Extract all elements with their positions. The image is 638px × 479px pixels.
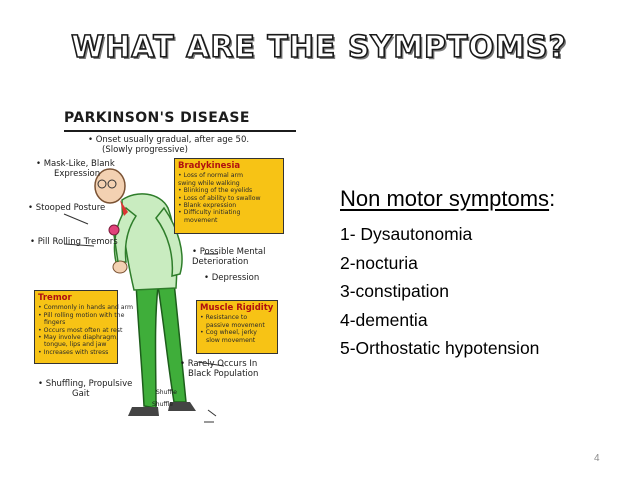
onset-label: • Onset usually gradual, after age 50. (Slowly progressive) — [88, 135, 250, 155]
rarely-occurs-label: • Rarely Occurs In Black Population — [180, 359, 259, 379]
slide-title: WHAT ARE THE SYMPTOMS? — [71, 30, 567, 65]
hand — [113, 261, 127, 273]
shuffle-label-2: Shuffle — [152, 401, 173, 408]
figure-title: PARKINSON'S DISEASE — [64, 110, 250, 126]
list-item: 2-nocturia — [340, 252, 418, 273]
depression-label: • Depression — [204, 273, 260, 283]
stooped-posture-label: • Stooped Posture — [28, 203, 106, 213]
non-motor-heading: Non motor symptoms: — [340, 186, 556, 211]
parkinsons-illustration — [28, 104, 306, 426]
list-item: 4-dementia — [340, 309, 428, 330]
tremor-box: Tremor • Commonly in hands and arm • Pill rolling motion with the fingers • Occurs most often at rest • May involve diaphragm, tongue, lips and jaw • Increases with stress — [34, 290, 118, 364]
mental-deterioration-label: • Possible Mental Deterioration — [192, 247, 266, 267]
left-leg — [136, 282, 158, 408]
page-number: 4 — [594, 453, 600, 464]
right-leg — [158, 282, 186, 402]
shuffling-gait-label: • Shuffling, Propulsive Gait — [38, 379, 133, 399]
pill-rolling-label: • Pill Rolling Tremors — [30, 237, 118, 247]
non-motor-symptoms — [340, 186, 555, 363]
list-item: 5-Orthostatic hypotension — [340, 338, 540, 358]
list-item: 1- Dysautonomia — [340, 224, 473, 244]
shuffle-label-1: Shuffle — [156, 389, 177, 396]
figure-title-underline — [64, 130, 296, 132]
muscle-rigidity-box: Muscle Rigidity • Resistance to passive movement • Cog wheel, jerky slow movement — [196, 300, 278, 354]
pill-rolling-flower — [109, 225, 119, 235]
bradykinesia-box: Bradykinesia • Loss of normal arm swing while walking • Blinking of the eyelids • Loss of ability to swallow • Blank expression • Difficulty initiating movement — [174, 158, 284, 234]
mask-like-label: • Mask-Like, Blank Expression — [36, 159, 115, 179]
list-item: 3-constipation — [340, 281, 449, 301]
